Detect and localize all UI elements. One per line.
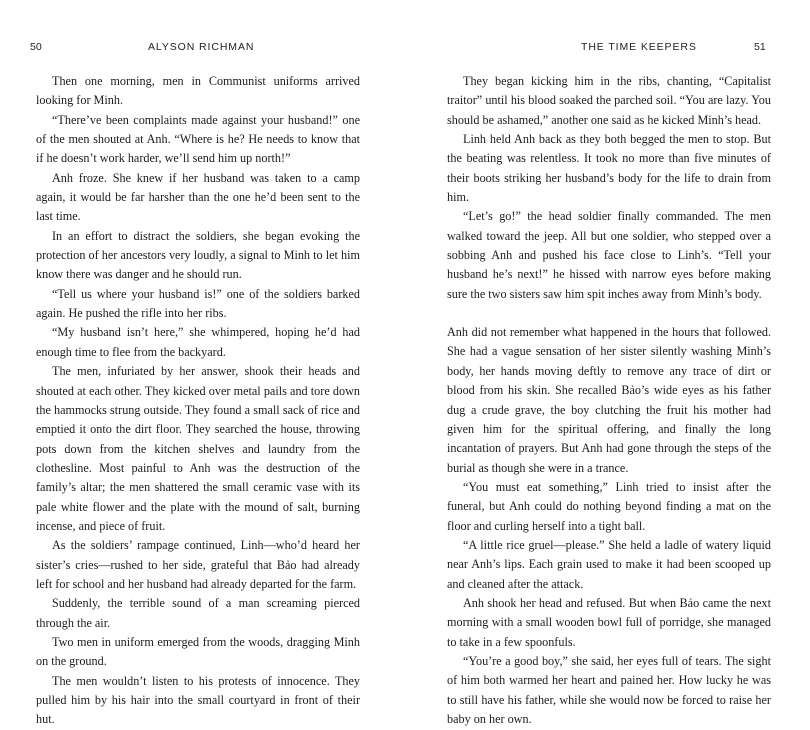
- paragraph: Anh shook her head and refused. But when Bảo came the next morning with a small wooden bowl full of porridge, she managed to take in a few spoonfuls.: [447, 595, 771, 649]
- paragraph: “You must eat something,” Linh tried to insist after the funeral, but Anh could do nothing beyond finding a mat on the floor and curling herself into a tight ball.: [447, 479, 771, 533]
- running-head-author: ALYSON RICHMAN: [148, 41, 255, 53]
- paragraph: Two men in uniform emerged from the woods, dragging Minh on the ground.: [36, 634, 360, 669]
- right-page: [405, 0, 810, 726]
- paragraph: Anh did not remember what happened in the hours that followed. She had a vague sensation of her sister silently washing Minh’s body, her hands moving deftly to remove any trace of dirt or blood from his skin. She recalled Bảo’s wide eyes as his father dug a crude grave, the boy clutching the fruit his mother had given him for the spiritual offering, and finally the long incantation of prayers. But Anh had gone through the steps of the burial as though she were in a trance.: [447, 325, 771, 475]
- paragraph: “My husband isn’t here,” she whimpered, hoping he’d had enough time to flee from the backyard.: [36, 325, 360, 359]
- paragraph: As the soldiers’ rampage continued, Linh—who’d heard her sister’s cries—rushed to her side, grateful that Bảo had already left for school and her husband had already departed for the farm.: [36, 538, 360, 591]
- paragraph: The men, infuriated by her answer, shook their heads and shouted at each other. They kicked over metal pails and tore down the hammocks strung outside. They found a small sack of rice and emptied it onto the dirt floor. They searched the house, throwing pots down from the kitchen shelves and laundry from the clothesline. Most painful to Anh was the destruction of the family’s altar; the men shattered the small ceramic vase with its pale white flower and the plate with the mound of salt, burning incense, and piece of fruit.: [36, 364, 360, 533]
- left-page: [0, 0, 405, 727]
- paragraph: Anh froze. She knew if her husband was taken to a camp again, it would be far harsher than the one he’d been sent to the last time.: [36, 170, 360, 224]
- page-number: 50: [30, 41, 42, 53]
- paragraph: Then one morning, men in Communist uniforms arrived looking for Minh.: [36, 74, 360, 108]
- running-head-title: THE TIME KEEPERS: [581, 41, 697, 53]
- paragraph: Suddenly, the terrible sound of a man screaming pierced through the air.: [36, 596, 360, 630]
- paragraph: In an effort to distract the soldiers, she began evoking the protection of her ancestors very loudly, a signal to Minh to let him know there was danger and he should run.: [36, 228, 360, 282]
- paragraph: They began kicking him in the ribs, chanting, “Capitalist traitor” until his blood soaked the parched soil. “You are lazy. You should be ashamed,” another one said as he kicked Minh’s head.: [447, 74, 771, 127]
- paragraph: “Let’s go!” the head soldier finally commanded. The men walked toward the jeep. All but one soldier, who stepped over a sobbing Anh and pushed his face close to Linh’s. “Tell your husband he’s next!” he hissed with narrow eyes before making sure the two sisters saw him spit inches away from Minh’s body.: [447, 209, 771, 301]
- page-number: 51: [754, 41, 766, 53]
- section-break: [447, 304, 771, 323]
- paragraph: “A little rice gruel—please.” She held a ladle of watery liquid near Anh’s lips. Each grain used to make it had been scooped up and cleaned after the attack.: [447, 537, 771, 591]
- paragraph: Linh held Anh back as they both begged the men to stop. But the beating was relentless. It took no more than five minutes of their boots striking her husband’s body for the life to drain from him.: [447, 132, 771, 205]
- paragraph: The men wouldn’t listen to his protests of innocence. They pulled him by his hair into the small courtyard in front of their hut.: [36, 673, 360, 727]
- paragraph: “You’re a good boy,” she said, her eyes full of tears. The sight of him both warmed her heart and pained her. How lucky he was to still have his father, while she would now be forced to raise her baby on her own.: [447, 653, 771, 726]
- right-page-body: [447, 72, 771, 729]
- paragraph: “Tell us where your husband is!” one of the soldiers barked again. He pushed the rifle into her ribs.: [36, 286, 360, 321]
- left-page-body: [36, 72, 360, 730]
- paragraph: “There’ve been complaints made against your husband!” one of the men shouted at Anh. “Where is he? He needs to know that if he doesn’t work harder, we’ll send him up north!”: [36, 112, 360, 166]
